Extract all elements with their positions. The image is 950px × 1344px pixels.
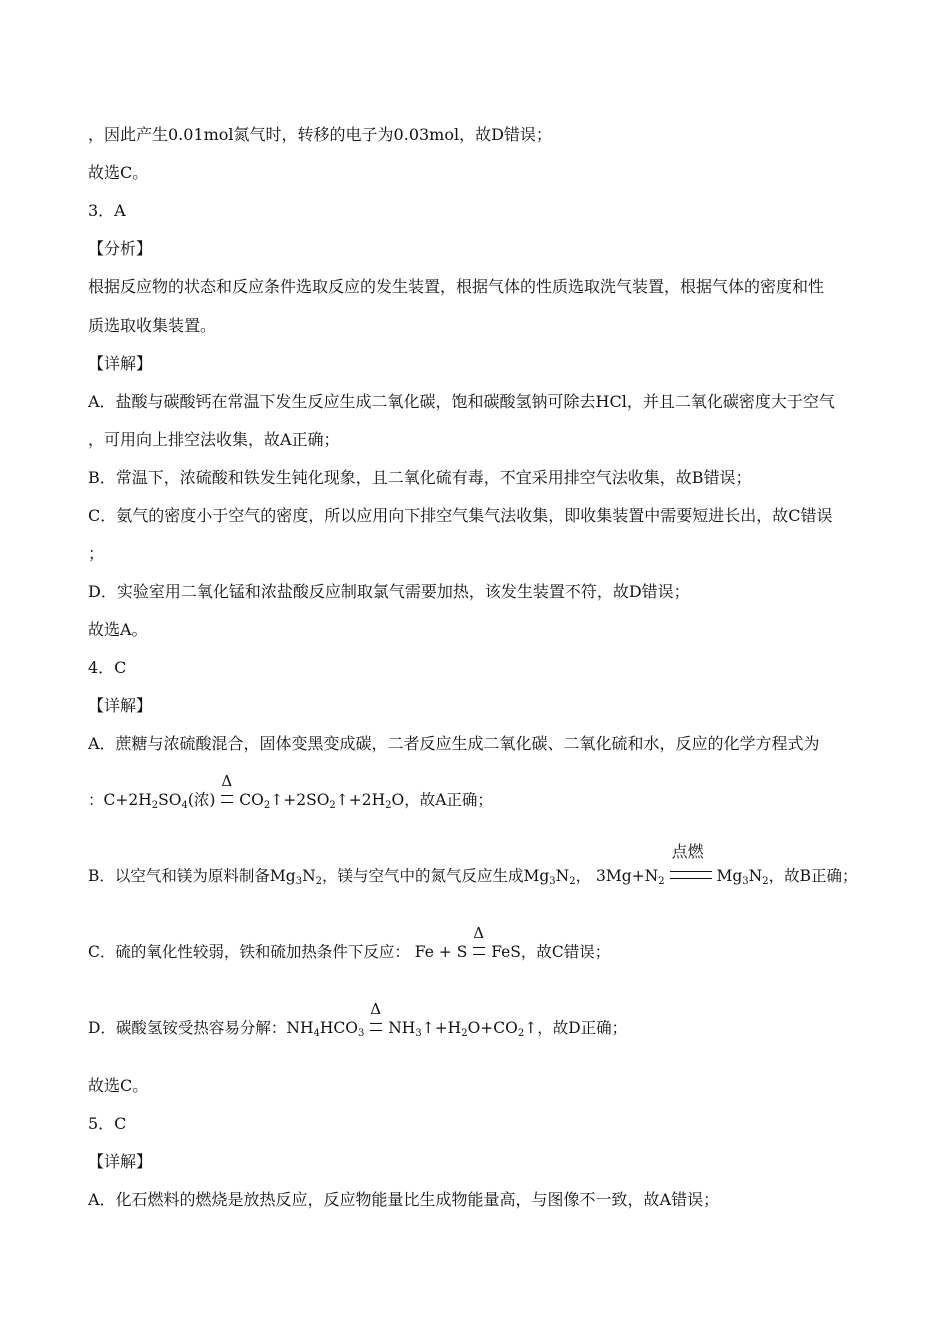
eq-subscript: 2 xyxy=(385,800,392,811)
equals-bars xyxy=(221,795,233,803)
text-line: 故选A。 xyxy=(88,620,148,639)
text-line: ； xyxy=(88,544,105,563)
text-line: 故选C。 xyxy=(88,1076,149,1095)
eq-subscript: 3 xyxy=(549,876,556,887)
question-number: 3．A xyxy=(88,201,126,220)
text-line: A．蔗糖与浓硫酸混合，固体变黑变成碳，二者反应生成二氧化碳、二氧化硫和水，反应的化学方程式为 xyxy=(88,734,820,753)
eq-text: CO xyxy=(239,791,264,809)
reaction-condition-sign xyxy=(670,842,712,886)
text-line: 根据反应物的状态和反应条件选取反应的发生装置，根据气体的性质选取洗气装置，根据气体的密度和性 xyxy=(88,277,825,296)
chemical-equation-a xyxy=(88,772,493,816)
eq-text: N xyxy=(748,867,763,885)
eq-subscript: 4 xyxy=(181,800,188,811)
ignition-label: 点燃 xyxy=(671,842,704,861)
chemical-equation-c xyxy=(88,924,611,962)
reaction-condition-sign xyxy=(220,772,234,810)
eq-subscript: 2 xyxy=(329,800,336,811)
equals-bars xyxy=(370,1023,382,1031)
text-line: 质选取收集装置。 xyxy=(88,316,217,335)
eq-subscript: 2 xyxy=(461,1028,468,1039)
text-line: C．氨气的密度小于空气的密度，所以应用向下排空气集气法收集，即收集装置中需要短进长出，故C错误 xyxy=(88,506,833,525)
eq-text: HCO xyxy=(319,1019,358,1037)
text-line: ，因此产生0.01mol氮气时，转移的电子为0.03mol，故D错误； xyxy=(88,125,552,144)
chemical-equation-b xyxy=(88,842,858,892)
section-heading: 【详解】 xyxy=(88,696,153,715)
section-heading: 【详解】 xyxy=(88,354,153,373)
reaction-condition-sign xyxy=(472,924,486,962)
eq-subscript: 2 xyxy=(658,876,665,887)
equals-bars xyxy=(473,947,485,955)
text-line: A．化石燃料的燃烧是放热反应，反应物能量比生成物能量高，与图像不一致，故A错误； xyxy=(88,1190,720,1209)
eq-text: N xyxy=(555,867,570,885)
eq-text: ↑，故D正确； xyxy=(524,1019,628,1037)
eq-subscript: 2 xyxy=(517,1028,525,1039)
text-line: ，可用向上排空法收集，故A正确； xyxy=(88,430,340,449)
eq-text: NH xyxy=(388,1019,416,1037)
eq-subscript: 2 xyxy=(151,800,159,811)
eq-text: B．以空气和镁为原料制备Mg xyxy=(88,867,296,885)
eq-subscript: 3 xyxy=(415,1028,422,1039)
eq-subscript: 3 xyxy=(742,876,749,887)
reaction-condition-sign xyxy=(369,1000,383,1038)
eq-text: C．硫的氧化性较弱，铁和硫加热条件下反应： Fe + S xyxy=(88,943,468,961)
eq-text: FeS，故C错误； xyxy=(491,943,611,961)
eq-text: O+CO xyxy=(467,1019,518,1037)
eq-text: ↑+2SO xyxy=(270,791,330,809)
section-heading: 【详解】 xyxy=(88,1152,153,1171)
eq-subscript: 2 xyxy=(263,800,271,811)
heat-symbol: Δ xyxy=(221,772,233,790)
eq-subscript: 2 xyxy=(569,876,576,887)
eq-text: N xyxy=(302,867,316,885)
eq-subscript: 3 xyxy=(295,876,303,887)
eq-text: ↑+H xyxy=(421,1019,462,1037)
question-number: 5．C xyxy=(88,1114,127,1133)
eq-subscript: 2 xyxy=(762,876,769,887)
eq-text: ，镁与空气中的氮气反应生成Mg xyxy=(322,867,550,885)
heat-symbol: Δ xyxy=(473,924,485,942)
text-line: A．盐酸与碳酸钙在常温下发生反应生成二氧化碳，饱和碳酸氢钠可除去HCl，并且二氧化碳密度大于空气 xyxy=(88,392,835,411)
eq-text: ：C+2H xyxy=(88,791,152,809)
eq-text: O，故A正确； xyxy=(391,791,493,809)
eq-text: Mg xyxy=(716,867,743,885)
chemical-equation-d xyxy=(88,1000,628,1044)
eq-subscript: 3 xyxy=(357,1028,365,1039)
question-number: 4．C xyxy=(88,658,127,677)
eq-text: ， 3Mg+N xyxy=(575,867,659,885)
eq-subscript: 2 xyxy=(315,876,322,887)
text-line: B．常温下，浓硫酸和铁发生钝化现象，且二氧化硫有毒，不宜采用排空气法收集，故B错误； xyxy=(88,468,752,487)
text-line: 故选C。 xyxy=(88,163,149,182)
text-line: D．实验室用二氧化锰和浓盐酸反应制取氯气需要加热，该发生装置不符，故D错误； xyxy=(88,582,690,601)
eq-text: ，故B正确； xyxy=(768,867,858,885)
eq-text: ↑+2H xyxy=(335,791,386,809)
eq-text: (浓) xyxy=(187,791,216,809)
section-heading: 【分析】 xyxy=(88,239,153,258)
eq-subscript: 4 xyxy=(313,1028,320,1039)
heat-symbol: Δ xyxy=(370,1000,382,1018)
equals-bars xyxy=(670,871,712,879)
eq-text: SO xyxy=(158,791,182,809)
eq-text: D．碳酸氢铵受热容易分解：NH xyxy=(88,1019,314,1037)
